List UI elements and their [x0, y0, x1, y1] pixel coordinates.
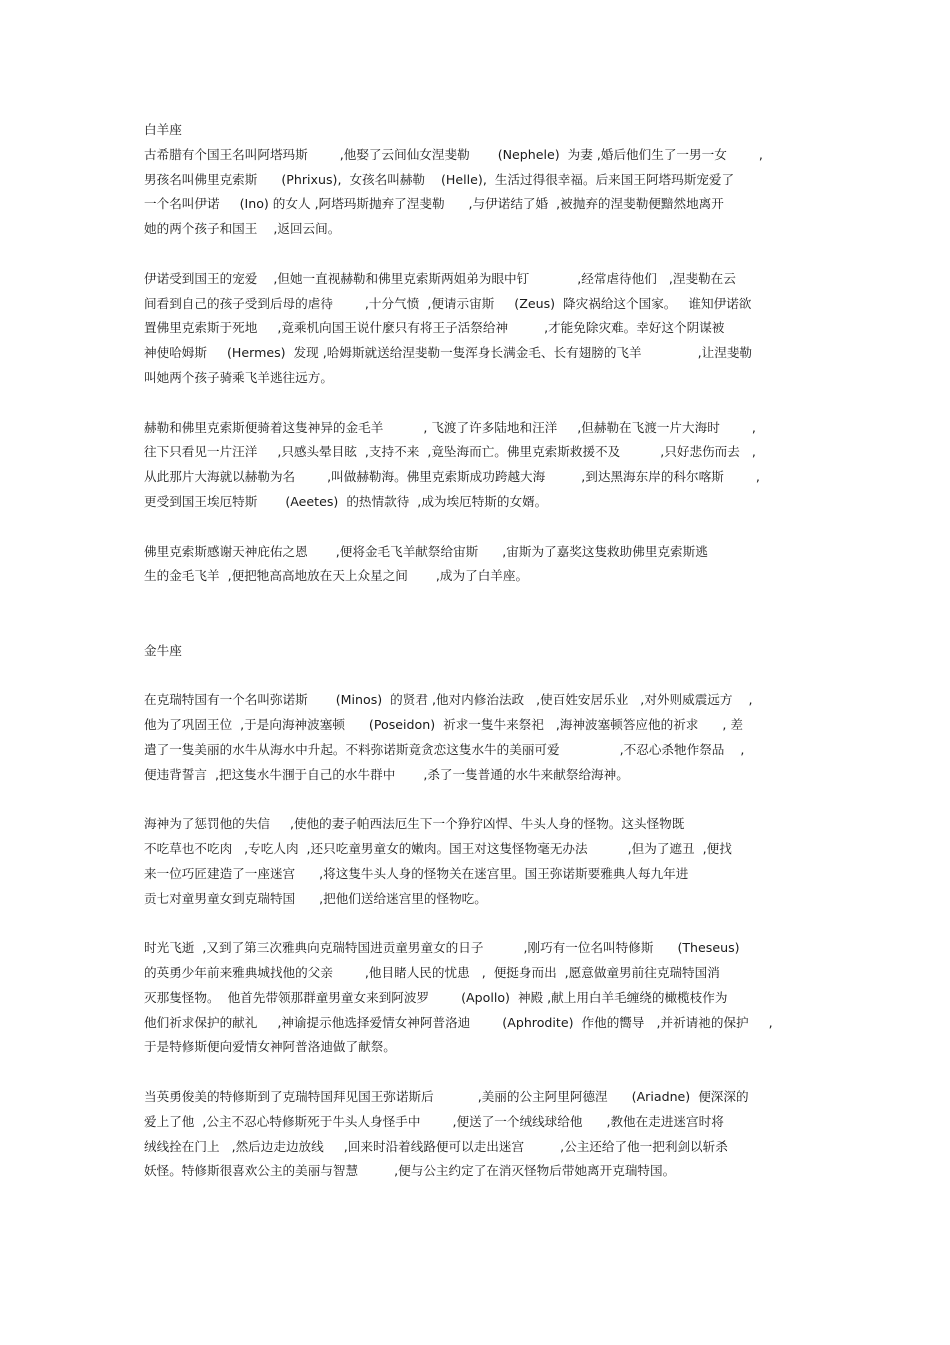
text-line: 来一位巧匠建造了一座迷宫 ,将这隻牛头人身的怪物关在迷宫里。国王弥诺斯要雅典人每九年进: [144, 865, 689, 881]
text-line: 便违背誓言 ,把这隻水牛涠于自己的水牛群中 ,杀了一隻普通的水牛来献祭给海神。: [144, 766, 629, 782]
text-line: 古希腊有个国王名叫阿塔玛斯 ,他娶了云间仙女涅斐勒 (Nephele) 为妻 ,婚后他们生了一男一女 ,: [144, 146, 763, 162]
text-line: 的英勇少年前来雅典城找他的父亲 ,他目睹人民的忧患 , 便挺身而出 ,愿意做童男前往克瑞特国消: [144, 965, 720, 981]
paragraph: [144, 812, 824, 911]
text-line: 海神为了惩罚他的失信 ,使他的妻子帕西法厄生下一个狰狞凶悍、牛头人身的怪物。这头怪物既: [144, 816, 685, 832]
paragraph: [144, 1085, 824, 1184]
text-line: 间看到自己的孩子受到后母的虐待 ,十分气愤 ,便请示宙斯 (Zeus) 降灾祸给这个国家。 谁知伊诺欲: [144, 295, 752, 311]
text-line: 不吃草也不吃肉 ,专吃人肉 ,还只吃童男童女的嫩肉。国王对这隻怪物毫无办法 ,但为了遮丑 ,便找: [144, 841, 732, 857]
text-line: 一个名叫伊诺 (Ino) 的女人 ,阿塔玛斯抛弃了涅斐勒 ,与伊诺结了婚 ,被抛弃的涅斐勒便黯然地离开: [144, 196, 724, 212]
text-line: 叫她两个孩子骑乘飞羊逃往远方。: [144, 369, 333, 385]
paragraph: [144, 936, 824, 1060]
text-line: 更受到国王埃厄特斯 (Aeetes) 的热情款待 ,成为埃厄特斯的女婿。: [144, 493, 548, 509]
paragraph: [144, 267, 824, 391]
text-line: 灭那隻怪物。 他首先带领那群童男童女来到阿波罗 (Apollo) 神殿 ,献上用白羊毛缠绕的橄榄枝作为: [144, 989, 728, 1005]
paragraph: [144, 143, 824, 242]
text-line: 往下只看见一片汪洋 ,只感头晕目眩 ,支持不来 ,竟坠海而亡。佛里克索斯救援不及 ,只好悲伤而去 ,: [144, 444, 756, 460]
paragraph: [144, 416, 824, 515]
text-line: 男孩名叫佛里克索斯 (Phrixus), 女孩名叫赫勒 (Helle), 生活过得很幸福。后来国王阿塔玛斯宠爱了: [144, 171, 735, 187]
paragraph: [144, 688, 824, 787]
text-line: 当英勇俊美的特修斯到了克瑞特国拜见国王弥诺斯后 ,美丽的公主阿里阿德涅 (Ariadne) 便深深的: [144, 1089, 749, 1105]
document-body: [144, 118, 824, 1184]
section-title-aries: 白羊座: [144, 122, 182, 137]
text-line: 遣了一隻美丽的水牛从海水中升起。不料弥诺斯竟贪恋这隻水牛的美丽可爱 ,不忍心杀牠作祭品 ,: [144, 741, 745, 757]
text-line: 生的金毛飞羊 ,便把牠高高地放在天上众星之间 ,成为了白羊座。: [144, 568, 529, 584]
section-title-taurus: 金牛座: [144, 642, 182, 658]
text-line: 伊诺受到国王的宠爱 ,但她一直视赫勒和佛里克索斯两姐弟为眼中钉 ,经常虐待他们 ,涅斐勒在云: [144, 270, 736, 286]
text-line: 绒线拴在门上 ,然后边走边放线 ,回来时沿着线路便可以走出迷宫 ,公主还给了他一把利剑以斩杀: [144, 1138, 728, 1154]
text-line: 赫勒和佛里克索斯便骑着这隻神异的金毛羊 , 飞渡了许多陆地和汪洋 ,但赫勒在飞渡一片大海时 ,: [144, 419, 756, 435]
text-line: 妖怪。特修斯很喜欢公主的美丽与智慧 ,便与公主约定了在消灭怪物后带她离开克瑞特国。: [144, 1163, 676, 1179]
text-line: 于是特修斯便向爱情女神阿普洛迪做了献祭。: [144, 1039, 396, 1055]
text-line: 他们祈求保护的献礼 ,神谕提示他选择爱情女神阿普洛迪 (Aphrodite) 作他的嚮导 ,并祈请祂的保护 ,: [144, 1014, 773, 1030]
text-line: 在克瑞特国有一个名叫弥诺斯 (Minos) 的贤君 ,他对内修治法政 ,使百姓安居乐业 ,对外则威震远方 ,: [144, 692, 753, 708]
text-line: 贡七对童男童女到克瑞特国 ,把他们送给迷宫里的怪物吃。: [144, 890, 487, 906]
text-line: 从此那片大海就以赫勒为名 ,叫做赫勒海。佛里克索斯成功跨越大海 ,到达黑海东岸的科尔喀斯 ,: [144, 469, 760, 485]
text-line: 爱上了他 ,公主不忍心特修斯死于牛头人身怪手中 ,便送了一个绒线球给他 ,教他在走进迷宫时将: [144, 1113, 724, 1129]
text-line: 他为了巩固王位 ,于是向海神波塞顿 (Poseidon) 祈求一隻牛来祭祀 ,海神波塞顿答应他的祈求 , 差: [144, 717, 744, 733]
text-line: 佛里克索斯感谢天神庇佑之恩 ,便将金毛飞羊献祭给宙斯 ,宙斯为了嘉奖这隻救助佛里克索斯逃: [144, 543, 708, 559]
text-line: 时光飞逝 ,又到了第三次雅典向克瑞特国进贡童男童女的日子 ,刚巧有一位名叫特修斯 (Theseus): [144, 940, 740, 956]
text-line: 她的两个孩子和国王 ,返回云间。: [144, 221, 341, 237]
text-line: 置佛里克索斯于死地 ,竟乘机向国王说什麼只有将王子活祭给神 ,才能免除灾难。幸好这个阴谋被: [144, 320, 725, 336]
text-line: 神使哈姆斯 (Hermes) 发现 ,哈姆斯就送给涅斐勒一隻浑身长满金毛、长有翅膀的飞羊 ,让涅斐勒: [144, 345, 753, 361]
paragraph: [144, 540, 824, 590]
